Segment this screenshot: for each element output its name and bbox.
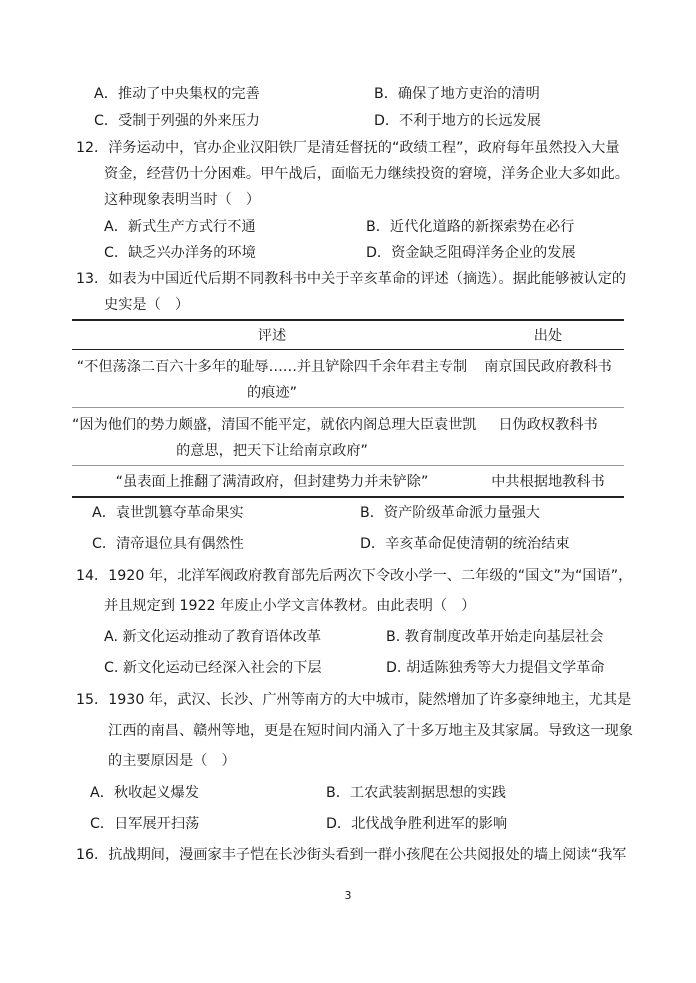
table-row-1-source: 南京国民政府教科书 xyxy=(484,359,612,375)
q15-option-c: C．日军展开扫荡 xyxy=(90,816,200,832)
q15-option-d: D．北伐战争胜利进军的影响 xyxy=(326,816,508,832)
table-row-1-comment-line-1: “不但荡涤二百六十多年的耻辱……并且铲除四千余年君主专制 xyxy=(76,359,468,375)
table-row-2-comment-line-2: 的意思，把天下让给南京政府” xyxy=(176,443,368,459)
q12-option-c: C．缺乏兴办洋务的环境 xyxy=(104,245,256,261)
q14-stem-line-1: 14．1920 年，北洋军阀政府教育部先后两次下令改小学一、二年级的“国文”为“国语”， xyxy=(76,568,633,584)
table-row-3-source: 中共根据地教科书 xyxy=(491,474,605,490)
q11-option-b: B．确保了地方吏治的清明 xyxy=(374,86,540,102)
q12-option-b: B．近代化道路的新探索势在必行 xyxy=(366,219,575,235)
q15-option-b: B．工农武装割据思想的实践 xyxy=(326,785,506,801)
q15-option-a: A．秋收起义爆发 xyxy=(90,785,200,801)
table-top-rule xyxy=(72,319,624,321)
table-header-comment: 评述 xyxy=(257,328,287,344)
table-row-divider xyxy=(72,465,624,466)
q11-option-d: D．不利于地方的长远发展 xyxy=(374,113,541,129)
q13-stem-line-2: 史实是（ ） xyxy=(104,297,190,313)
q12-stem-line-3: 这种现象表明当时（ ） xyxy=(104,192,261,208)
q12-stem-line-1: 12．洋务运动中，官办企业汉阳铁厂是清廷督抚的“政绩工程”，政府每年虽然投入大量 xyxy=(76,140,620,156)
table-header-source: 出处 xyxy=(533,328,563,344)
q15-stem-line-1: 15．1930 年，武汉、长沙、广州等南方的大中城市，陡然增加了许多豪绅地主，尤其是 xyxy=(76,692,632,708)
page-number: 3 xyxy=(344,889,352,902)
q14-option-b: B. 教育制度改革开始走向基层社会 xyxy=(386,629,604,645)
table-row-1-comment-line-2: 的痕迹” xyxy=(247,385,297,401)
table-row-divider xyxy=(72,407,624,408)
q13-option-c: C．清帝退位具有偶然性 xyxy=(92,536,244,552)
q12-option-d: D．资金缺乏阻碍洋务企业的发展 xyxy=(366,245,576,261)
q14-option-d: D. 胡适陈独秀等大力提倡文学革命 xyxy=(386,660,605,676)
q13-option-a: A．袁世凯篡夺革命果实 xyxy=(92,505,244,521)
q15-stem-line-3: 的主要原因是（ ） xyxy=(108,753,236,769)
table-row-2-source: 日伪政权教科书 xyxy=(498,417,598,433)
table-bottom-rule xyxy=(72,496,624,498)
q13-option-b: B．资产阶级革命派力量强大 xyxy=(360,505,540,521)
q16-stem-line-1: 16．抗战期间，漫画家丰子恺在长沙街头看到一群小孩爬在公共阅报处的墙上阅读“我军 xyxy=(76,847,627,863)
q14-stem-line-2: 并且规定到 1922 年废止小学文言体教材。由此表明（ ） xyxy=(104,598,476,614)
q11-option-a: A．推动了中央集权的完善 xyxy=(94,86,260,102)
q13-stem-line-1: 13．如表为中国近代后期不同教科书中关于辛亥革命的评述（摘选）。据此能够被认定的 xyxy=(76,271,627,287)
q13-option-d: D．辛亥革命促使清朝的统治结束 xyxy=(360,536,570,552)
q15-stem-line-2: 江西的南昌、赣州等地，更是在短时间内涌入了十多万地主及其家属。导致这一现象 xyxy=(108,723,633,739)
table-header-rule xyxy=(72,349,624,350)
table-row-3-comment: “虽表面上推翻了满清政府，但封建势力并未铲除” xyxy=(115,474,429,490)
q12-option-a: A．新式生产方式行不通 xyxy=(104,219,256,235)
table-row-2-comment-line-1: “因为他们的势力颇盛，清国不能平定，就依内阁总理大臣袁世凯 xyxy=(72,417,477,433)
q14-option-a: A. 新文化运动推动了教育语体改革 xyxy=(104,629,322,645)
q14-option-c: C. 新文化运动已经深入社会的下层 xyxy=(104,660,322,676)
q11-option-c: C．受制于列强的外来压力 xyxy=(94,113,260,129)
q12-stem-line-2: 资金，经营仍十分困难。甲午战后，面临无力继续投资的窘境，洋务企业大多如此。 xyxy=(104,166,629,182)
